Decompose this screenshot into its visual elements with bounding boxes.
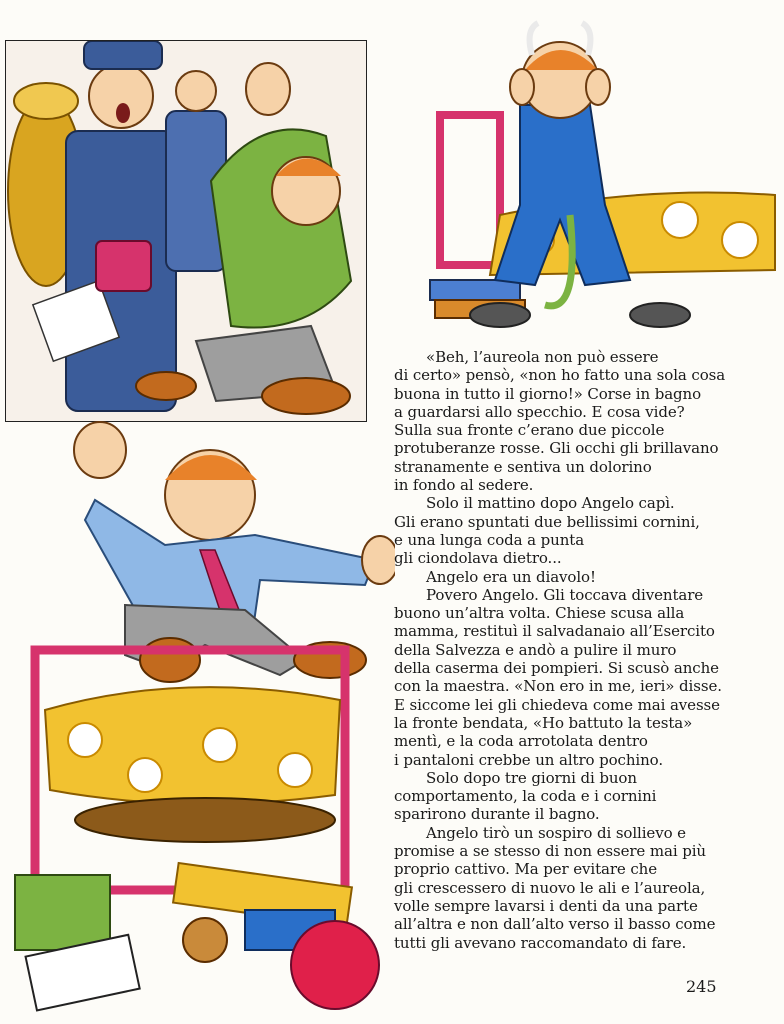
story-line: mentì, e la coda arrotolata dentro <box>394 732 648 751</box>
story-text <box>394 348 774 952</box>
devil-boy-illustration <box>420 15 780 335</box>
story-line: protuberanze rosse. Gli occhi gli brillavano <box>394 439 719 458</box>
story-line: volle sempre lavarsi i denti da una parte <box>394 896 698 915</box>
story-line: E siccome lei gli chiedeva come mai avesse <box>394 695 720 714</box>
red-ball <box>291 921 379 1009</box>
story-line: la fronte bendata, «Ho battuto la testa» <box>394 713 693 732</box>
story-line: e una lunga coda a punta <box>394 530 585 549</box>
story-line: della caserma dei pompieri. Si scusò anche <box>394 659 719 678</box>
story-line: all’altra e non dall’alto verso il basso come <box>394 915 716 934</box>
teddy-bear <box>183 918 227 962</box>
band-scene-illustration <box>5 40 367 422</box>
story-line: Angelo era un diavolo! <box>426 567 596 586</box>
story-line: con la maestra. «Non ero in me, ieri» disse. <box>394 677 722 696</box>
story-line: «Beh, l’aureola non può essere <box>426 348 659 366</box>
story-line: gli crescessero di nuovo le ali e l’aureola, <box>394 878 706 897</box>
story-line: gli ciondolava dietro... <box>394 549 562 568</box>
story-line: i pantaloni crebbe un altro pochino. <box>394 750 664 769</box>
boy-hoodie-figure <box>211 129 351 327</box>
story-line: Sulla sua fronte c’erano due piccole <box>394 421 665 440</box>
story-line: di certo» pensò, «non ho fatto una sola cosa <box>394 366 726 385</box>
jumping-boy-drawing <box>5 420 395 1020</box>
story-line: promise a se stesso di non essere mai più <box>394 842 706 861</box>
story-line: proprio cattivo. Ma per evitare che <box>394 860 658 879</box>
story-line: tutti gli avevano raccomandato di fare. <box>394 933 687 952</box>
story-line: Angelo tirò un sospiro di sollievo e <box>426 823 686 842</box>
toy-box <box>15 875 110 950</box>
story-line: Solo dopo tre giorni di buon <box>426 768 637 787</box>
story-line: della Salvezza e andò a pulire il muro <box>394 640 677 659</box>
story-line: buono un’altra volta. Chiese scusa alla <box>394 604 685 623</box>
jumping-boy-illustration <box>5 420 395 1020</box>
story-line: buona in tutto il giorno!» Corse in bagno <box>394 384 702 403</box>
story-line: in fondo al sedere. <box>394 476 534 495</box>
story-line: Gli erano spuntati due bellissimi cornini, <box>394 512 700 531</box>
devil-boy-drawing <box>420 15 780 335</box>
story-line: stranamente e sentiva un dolorino <box>394 457 652 476</box>
story-line: sparirono durante il bagno. <box>394 805 600 824</box>
story-line: a guardarsi allo specchio. E cosa vide? <box>394 402 685 421</box>
story-line: Solo il mattino dopo Angelo capì. <box>426 494 675 513</box>
page-number: 245 <box>686 977 717 996</box>
band-scene-drawing <box>6 41 366 421</box>
story-line: comportamento, la coda e i cornini <box>394 787 657 806</box>
story-line: mamma, restituì il salvadanaio all’Esercito <box>394 622 715 641</box>
story-line: Povero Angelo. Gli toccava diventare <box>426 585 704 604</box>
